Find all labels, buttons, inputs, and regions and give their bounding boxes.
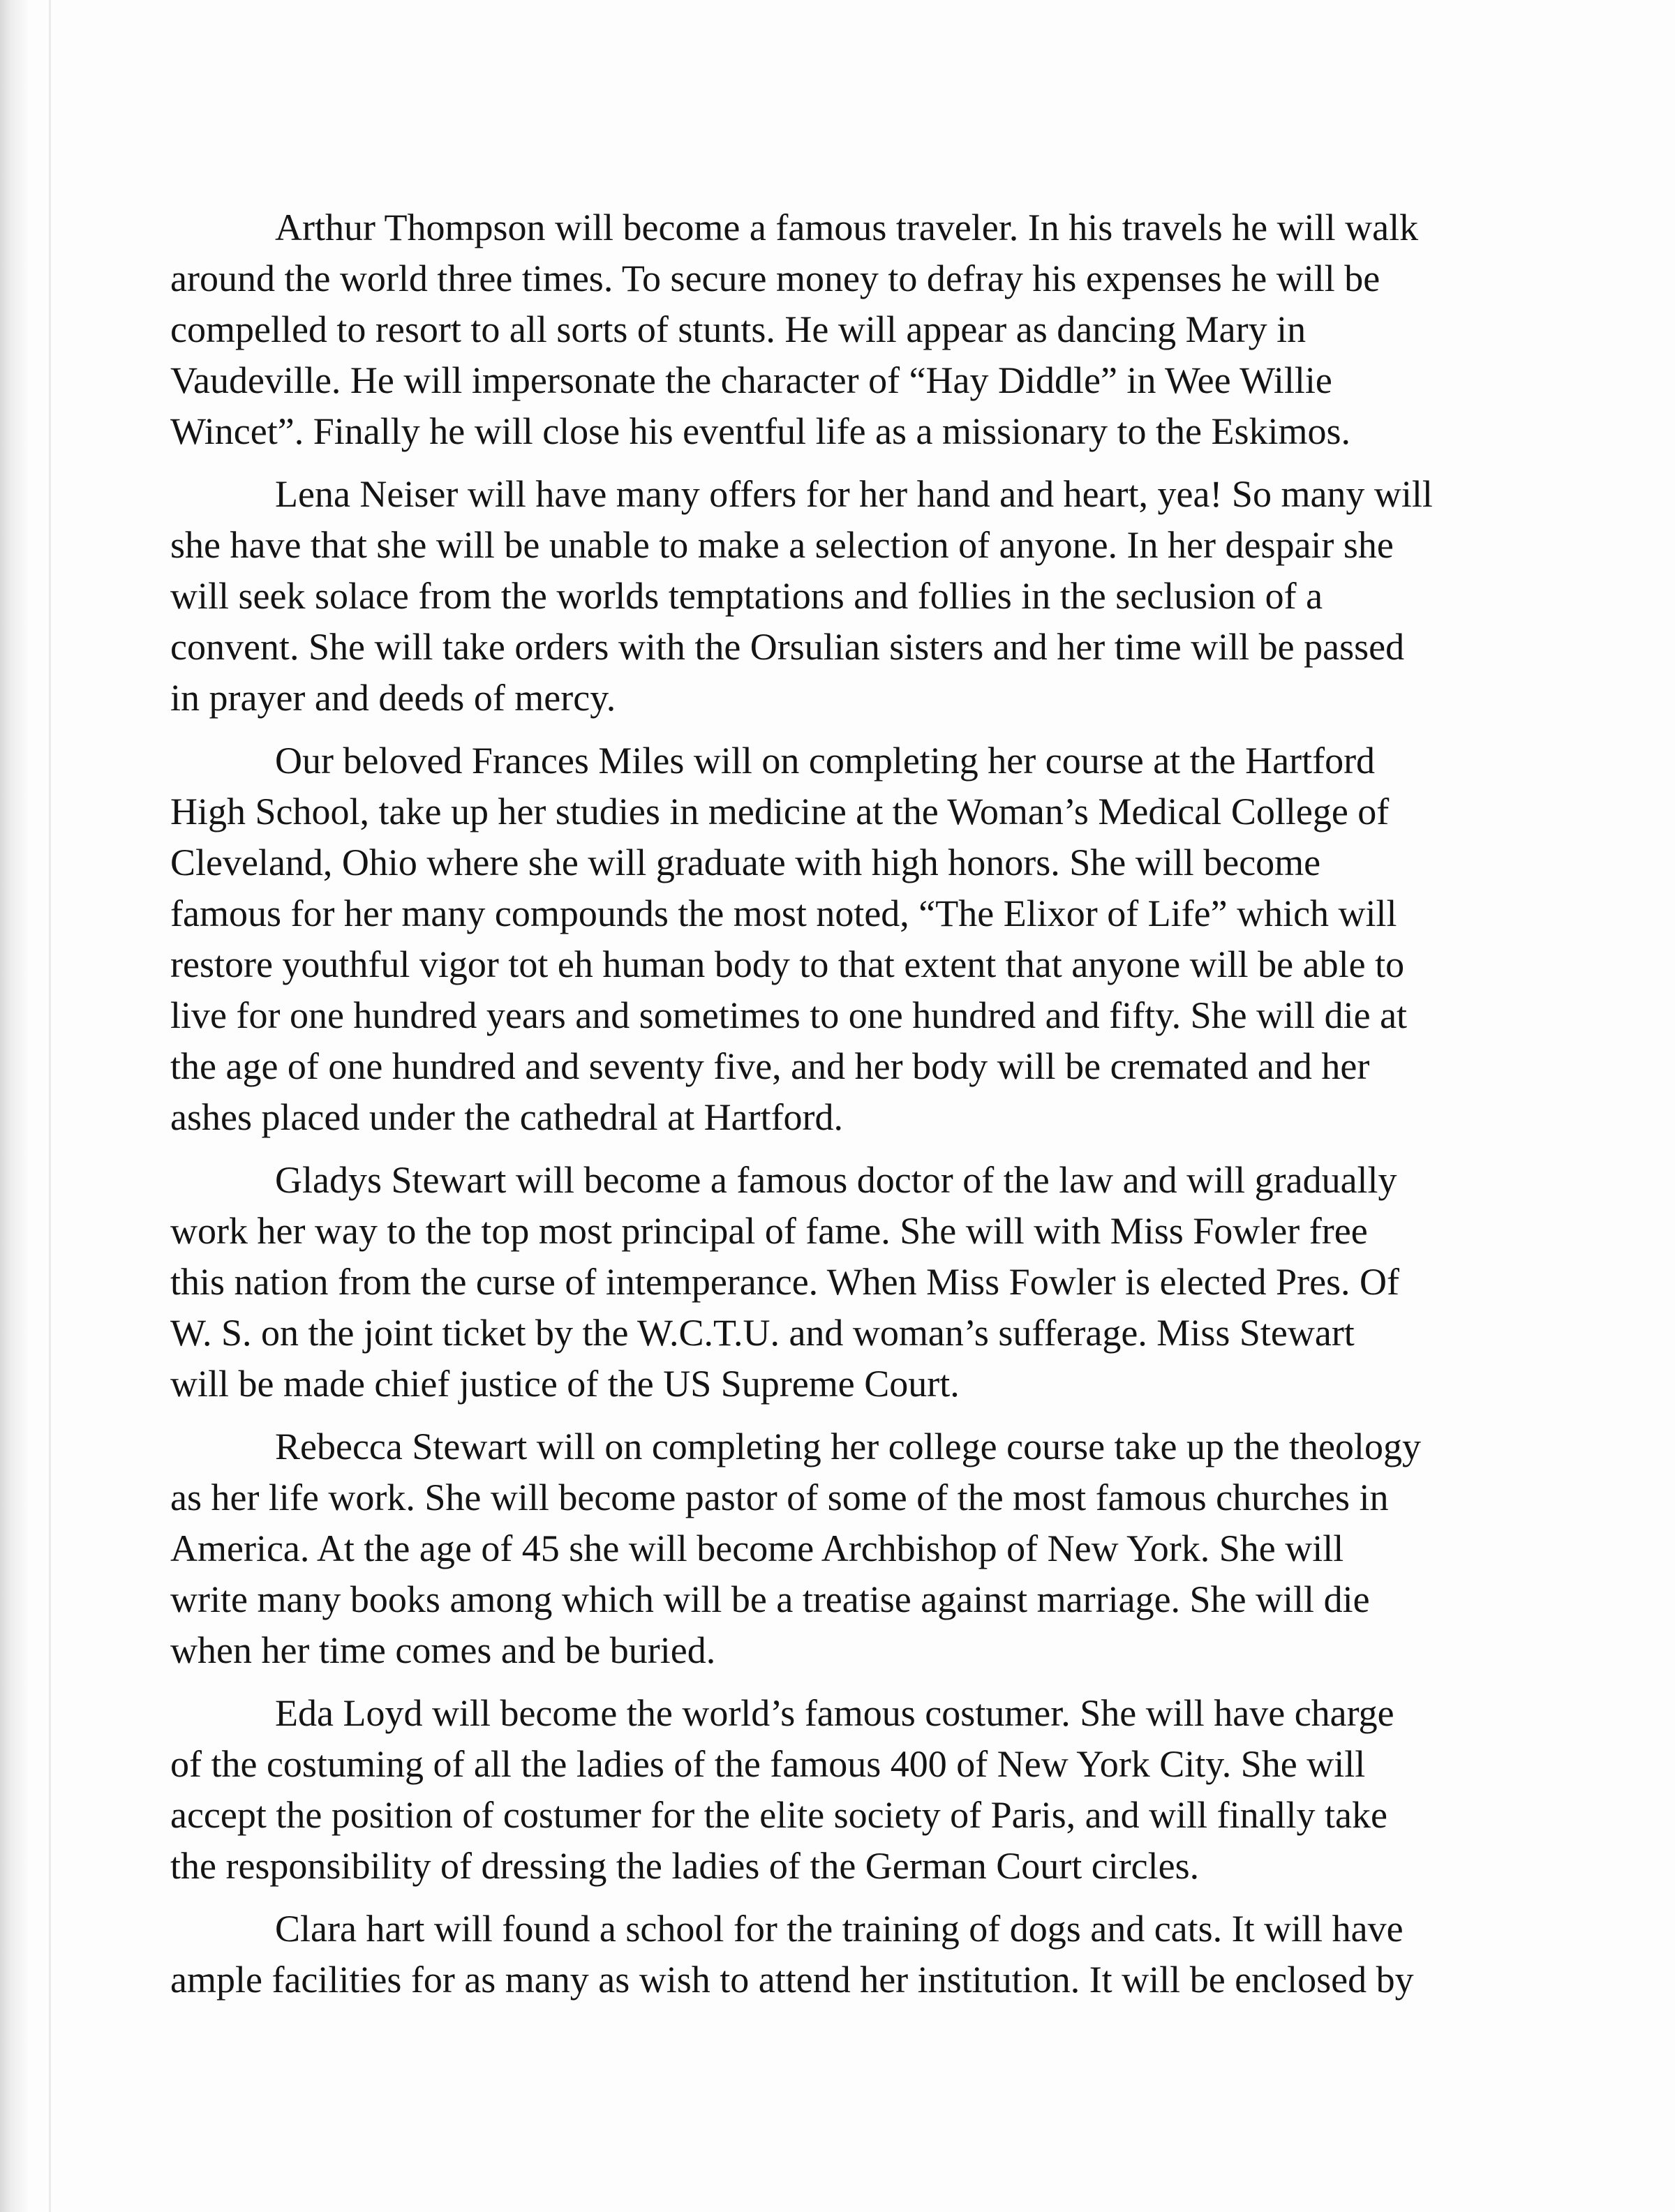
- text-line: famous for her many compounds the most noted, “The Elixor of Life” which will: [170, 892, 1397, 934]
- text-line: will be made chief justice of the US Supreme Court.: [170, 1363, 960, 1405]
- text-line: ample facilities for as many as wish to attend her institution. It will be enclosed by: [170, 1959, 1414, 2001]
- paragraph: [170, 1155, 1566, 1410]
- text-line: Cleveland, Ohio where she will graduate with high honors. She will become: [170, 842, 1321, 883]
- paragraph: [170, 469, 1566, 724]
- text-line: of the costuming of all the ladies of the famous 400 of New York City. She will: [170, 1743, 1366, 1785]
- page-fold-line: [49, 0, 51, 2212]
- text-line: Arthur Thompson will become a famous traveler. In his travels he will walk: [275, 207, 1419, 248]
- text-line: as her life work. She will become pastor of some of the most famous churches in: [170, 1477, 1389, 1518]
- paragraph: [170, 1904, 1566, 2005]
- text-line: compelled to resort to all sorts of stunts. He will appear as dancing Mary in: [170, 308, 1306, 350]
- text-line: Clara hart will found a school for the training of dogs and cats. It will have: [275, 1908, 1404, 1950]
- paragraph: [170, 1421, 1566, 1676]
- text-line: will seek solace from the worlds temptations and follies in the seclusion of a: [170, 575, 1323, 617]
- text-line: work her way to the top most principal of fame. She will with Miss Fowler free: [170, 1210, 1368, 1252]
- document-page: [170, 202, 1566, 2017]
- text-line: America. At the age of 45 she will become Archbishop of New York. She will: [170, 1527, 1344, 1569]
- text-line: accept the position of costumer for the elite society of Paris, and will finally take: [170, 1794, 1387, 1836]
- text-line: write many books among which will be a treatise against marriage. She will die: [170, 1578, 1370, 1620]
- text-line: W. S. on the joint ticket by the W.C.T.U. and woman’s sufferage. Miss Stewart: [170, 1312, 1355, 1354]
- text-line: ashes placed under the cathedral at Hartford.: [170, 1096, 844, 1138]
- text-line: she have that she will be unable to make a selection of anyone. In her despair she: [170, 524, 1394, 566]
- text-line: in prayer and deeds of mercy.: [170, 677, 616, 719]
- text-line: Lena Neiser will have many offers for her hand and heart, yea! So many will: [275, 473, 1433, 515]
- text-line: Eda Loyd will become the world’s famous costumer. She will have charge: [275, 1692, 1394, 1734]
- paragraph: [170, 735, 1566, 1143]
- text-line: the age of one hundred and seventy five, and her body will be cremated and her: [170, 1045, 1370, 1087]
- text-line: Vaudeville. He will impersonate the character of “Hay Diddle” in Wee Willie: [170, 359, 1332, 401]
- text-line: convent. She will take orders with the Orsulian sisters and her time will be passed: [170, 626, 1405, 668]
- paragraph: [170, 202, 1566, 457]
- text-line: High School, take up her studies in medicine at the Woman’s Medical College of: [170, 791, 1390, 832]
- text-line: live for one hundred years and sometimes to one hundred and fifty. She will die at: [170, 994, 1408, 1036]
- text-line: Gladys Stewart will become a famous doctor of the law and will gradually: [275, 1159, 1397, 1201]
- text-line: the responsibility of dressing the ladies of the German Court circles.: [170, 1845, 1200, 1887]
- text-line: this nation from the curse of intemperance. When Miss Fowler is elected Pres. Of: [170, 1261, 1400, 1303]
- text-line: Wincet”. Finally he will close his eventful life as a missionary to the Eskimos.: [170, 410, 1350, 452]
- paragraph: [170, 1688, 1566, 1892]
- text-line: Rebecca Stewart will on completing her college course take up the theology: [275, 1426, 1421, 1467]
- text-line: restore youthful vigor tot eh human body to that extent that anyone will be able to: [170, 943, 1405, 985]
- binding-shadow: [0, 0, 28, 2212]
- text-line: when her time comes and be buried.: [170, 1629, 716, 1671]
- text-line: around the world three times. To secure money to defray his expenses he will be: [170, 257, 1380, 299]
- text-line: Our beloved Frances Miles will on completing her course at the Hartford: [275, 740, 1376, 782]
